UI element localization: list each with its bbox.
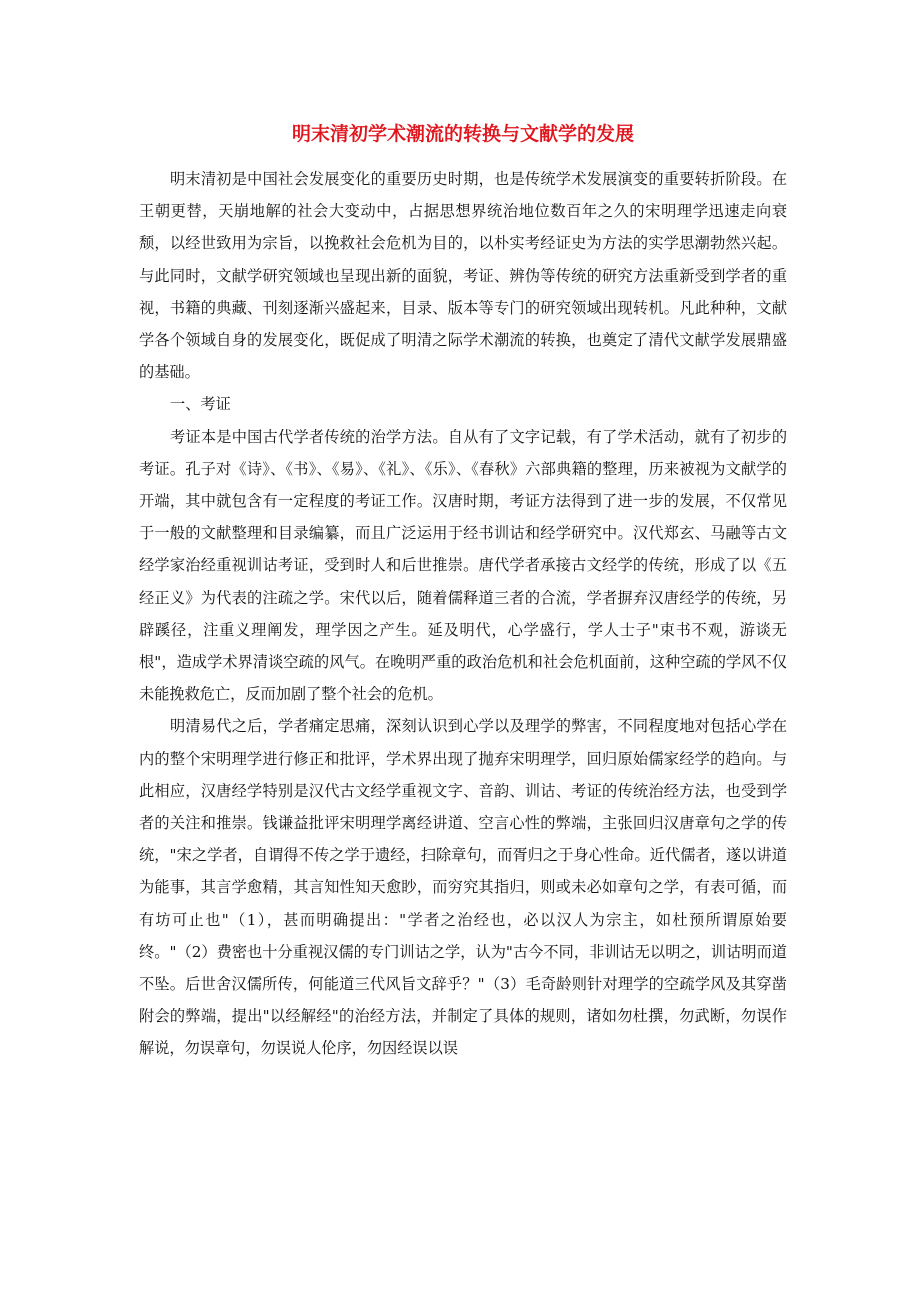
paragraph-ming-qing-transition: 明清易代之后，学者痛定思痛，深刻认识到心学以及理学的弊害，不同程度地对包括心学在内的整个宋明理学进行修正和批评，学术界出现了抛弃宋明理学，回归原始儒家经学的趋向。与此相应，汉唐经学特别是汉代古文经学重视文字、音韵、训诂、考证的传统治经方法，也受到学者的关注和推崇。钱谦益批评宋明理学离经讲道、空言心性的弊端，主张回归汉唐章句之学的传统，"宋之学者，自谓得不传之学于遗经，扫除章句，而胥归之于身心性命。近代儒者，遂以讲道为能事，其言学愈精，其言知性知天愈眇，而穷究其指归，则或未必如章句之学，有表可循，而有坊可止也"（1），甚而明确提出："学者之治经也，必以汉人为宗主，如杜预所谓原始要终。"（2）费密也十分重视汉儒的专门训诂之学，认为"古今不同，非训诂无以明之，训诂明而道不坠。后世舍汉儒所传，何能道三代风旨文辞乎？"（3）毛奇龄则针对理学的空疏学风及其穿凿附会的弊端，提出"以经解经"的治经方法，并制定了具体的规则，诸如勿杜撰，勿武断，勿误作解说，勿误章句，勿误说人伦序，勿因经误以误 xyxy=(139,717,787,1058)
document-title: 明末清初学术潮流的转换与文献学的发展 xyxy=(291,123,634,145)
section-heading-kaozheng: 一、考证 xyxy=(170,395,231,414)
paragraph-intro: 明末清初是中国社会发展变化的重要历史时期，也是传统学术发展演变的重要转折阶段。在王朝更替，天崩地解的社会大变动中，占据思想界统治地位数百年之久的宋明理学迅速走向衰颓，以经世致用为宗旨，以挽救社会危机为目的，以朴实考经证史为方法的实学思潮勃然兴起。与此同时，文献学研究领域也呈现出新的面貌，考证、辨伪等传统的研究方法重新受到学者的重视，书籍的典藏、刊刻逐渐兴盛起来，目录、版本等专门的研究领域出现转机。凡此种种，文献学各个领域自身的发展变化，既促成了明清之际学术潮流的转换，也奠定了清代文献学发展鼎盛的基础。 xyxy=(139,170,787,382)
paragraph-kaozheng-history: 考证本是中国古代学者传统的治学方法。自从有了文字记载，有了学术活动，就有了初步的考证。孔子对《诗》、《书》、《易》、《礼》、《乐》、《春秋》六部典籍的整理，历来被视为文献学的开端，其中就包含有一定程度的考证工作。汉唐时期，考证方法得到了进一步的发展，不仅常见于一般的文献整理和目录编纂，而且广泛运用于经书训诂和经学研究中。汉代郑玄、马融等古文经学家治经重视训诂考证，受到时人和后世推崇。唐代学者承接古文经学的传统，形成了以《五经正义》为代表的注疏之学。宋代以后，随着儒释道三者的合流，学者摒弃汉唐经学的传统，另辟蹊径，注重义理阐发，理学因之产生。延及明代，心学盛行，学人士子"束书不观，游谈无根"，造成学术界清谈空疏的风气。在晚明严重的政治危机和社会危机面前，这种空疏的学风不仅未能挽救危亡，反而加剧了整个社会的危机。 xyxy=(139,427,787,704)
document-body xyxy=(139,163,787,1065)
